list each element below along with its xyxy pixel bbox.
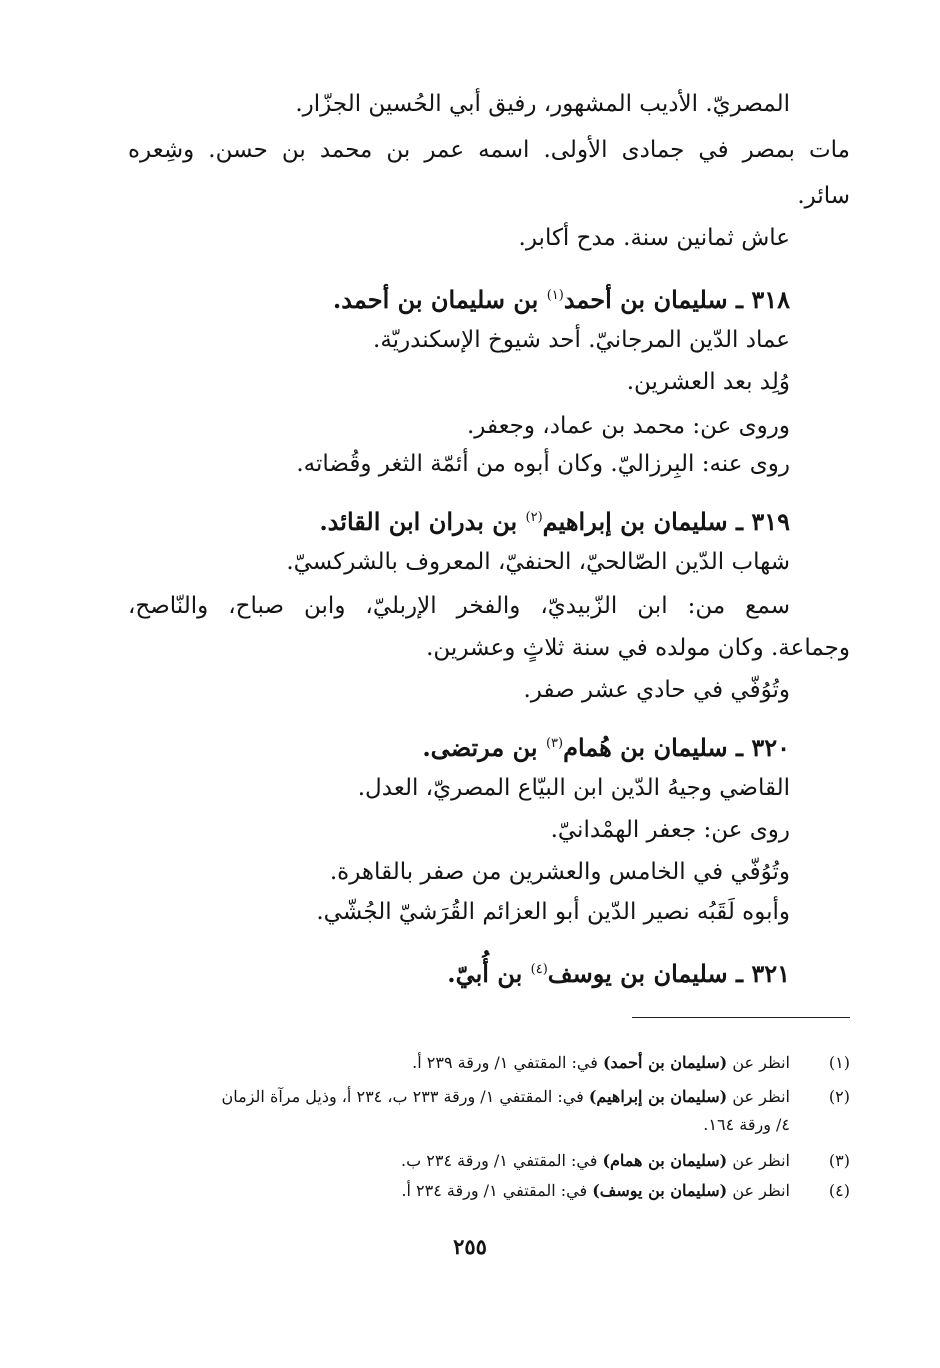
entry-number: ٣٢٠ ـ [735,733,790,762]
footnote-ref: (٢) [525,510,543,525]
text-line: وتُوُفّي في الخامس والعشرين من صفر بالقاهرة. [329,859,790,885]
entry-heading-321 [447,950,790,994]
entry-name-rest: بن سليمان بن أحمد. [332,285,539,314]
footnote-number: (٢) [828,1087,850,1106]
entry-number: ٣١٨ ـ [735,285,790,314]
text-line: وتُوُفّي في حادي عشر صفر. [523,677,790,703]
footnote-ref: (٣) [545,736,564,751]
text-line: القاضي وجيهُ الدّين ابن البيّاع المصريّ، العدل. [357,775,790,801]
text-line: المصريّ. الأديب المشهور، رفيق أبي الحُسين الجزّار. [295,91,790,117]
footnote-subject: (سليمان بن أحمد) [602,1053,728,1072]
entry-name: سليمان بن إبراهيم [542,507,728,536]
entry-number: ٣٢١ ـ [735,959,790,988]
text-line: وُلِد بعد العشرين. [626,369,790,395]
text-line: وجماعة. وكان مولده في سنة ثلاثٍ وعشرين. [426,635,850,661]
footnote-ref: (٤) [530,962,548,977]
entry-number: ٣١٩ ـ [735,507,790,536]
entry-heading-320 [422,724,790,768]
text-line: وأبوه لَقَبُه نصير الدّين أبو العزائم القُرَشيّ الجُشّي. [316,899,790,925]
text-line: وروى عن: محمد بن عماد، وجعفر. [466,413,790,439]
entry-name-rest: بن بدران ابن القائد. [319,507,518,536]
footnote-text: انظر عن (سليمان بن إبراهيم) في: المقتفي ١/ ورقة ٢٣٣ ب، ٢٣٤ أ، وذيل مرآة الزمان [221,1087,790,1106]
text-line: عاش ثمانين سنة. مدح أكابر. [518,225,790,251]
footnote-number: (٣) [828,1151,850,1170]
text-line: مات بمصر في جمادى الأولى. اسمه عمر بن محمد بن حسن. وشِعره [128,137,850,163]
footnote-divider [632,1017,850,1018]
text-line: روى عن: جعفر الهمْدانيّ. [550,817,790,843]
entry-name: سليمان بن يوسف [547,959,728,988]
entry-name-rest: بن مرتضى. [422,733,538,762]
footnote-text-continuation: ٤/ ورقة ١٦٤. [703,1115,790,1134]
footnote-number: (١) [828,1053,850,1072]
entry-name: سليمان بن هُمام [563,733,728,762]
footnote-subject: (سليمان بن يوسف) [592,1181,728,1200]
footnote-text: انظر عن (سليمان بن همام) في: المقتفي ١/ ورقة ٢٣٤ ب. [401,1151,790,1170]
footnote-text: انظر عن (سليمان بن أحمد) في: المقتفي ١/ ورقة ٢٣٩ أ. [412,1053,790,1072]
footnote-ref: (١) [546,288,564,303]
text-line: روى عنه: البِرزاليّ. وكان أبوه من أئمّة الثغر وقُضاته. [296,451,790,477]
text-line: سمع من: ابن الزّبيديّ، والفخر الإربليّ، وابن صباح، والنّاصح، [128,593,790,619]
text-line: سائر. [797,183,850,209]
entry-name-rest: بن أُبيّ. [447,959,523,988]
footnote-subject: (سليمان بن همام) [602,1151,728,1170]
footnote-subject: (سليمان بن إبراهيم) [588,1087,728,1106]
entry-heading-318 [333,276,790,320]
page-number: ٢٥٥ [453,1234,487,1259]
entry-heading-319 [319,498,790,542]
footnote-text: انظر عن (سليمان بن يوسف) في: المقتفي ١/ ورقة ٢٣٤ أ. [401,1181,790,1200]
footnote-number: (٤) [828,1181,850,1200]
text-line: شهاب الدّين الصّالحيّ، الحنفيّ، المعروف بالشركسيّ. [286,549,790,575]
entry-name: سليمان بن أحمد [563,285,728,314]
text-line: عماد الدّين المرجانيّ. أحد شيوخ الإسكندريّة. [373,327,790,353]
